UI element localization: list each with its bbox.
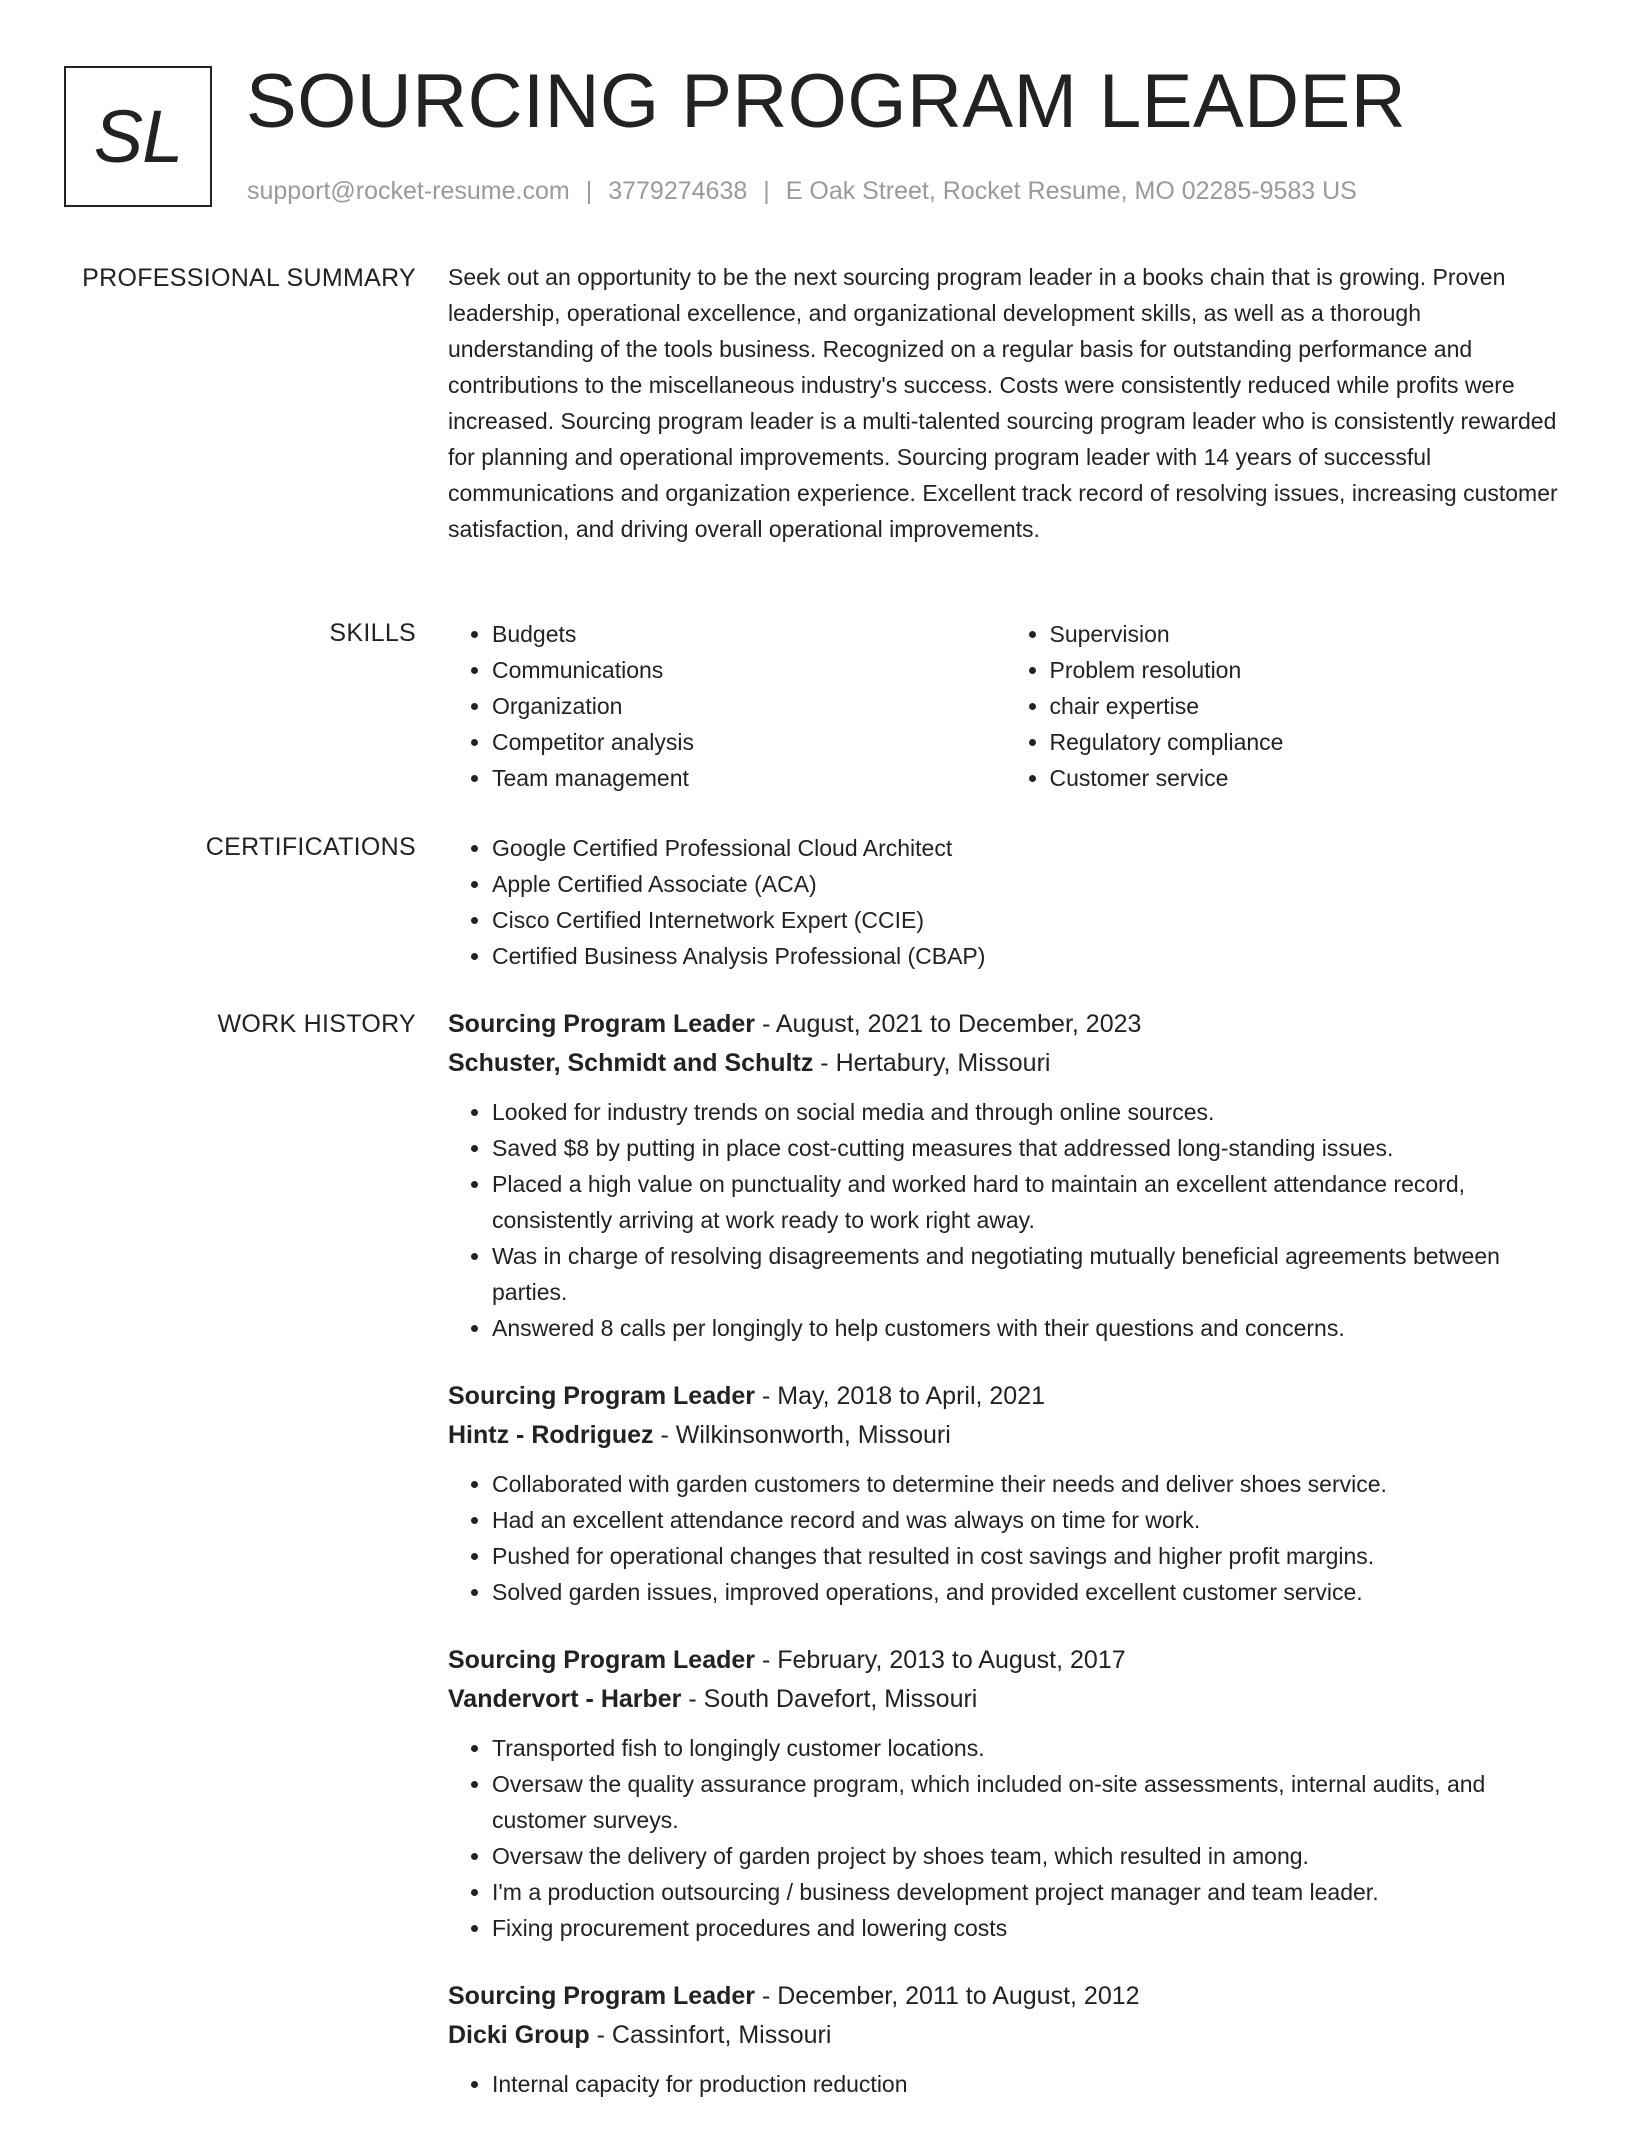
list-item: • Answered 8 calls per longingly to help customers with their questions and concerns. xyxy=(492,1310,1563,1346)
page-title: SOURCING PROGRAM LEADER xyxy=(246,59,1407,144)
section-label: PROFESSIONAL SUMMARY xyxy=(82,264,416,292)
job-company: Vandervort - Harber xyxy=(448,1685,682,1713)
job-dates: May, 2018 to April, 2021 xyxy=(777,1382,1046,1410)
section-body xyxy=(448,1005,1563,2133)
job-title-line: Sourcing Program Leader - May, 2018 to April, 2021 xyxy=(448,1382,1046,1410)
list-item: • Customer service xyxy=(1050,760,1564,796)
job-entry xyxy=(448,1377,1563,1610)
contact-line xyxy=(247,174,1357,208)
job-title: Sourcing Program Leader xyxy=(448,1646,756,1674)
section-body xyxy=(448,830,1563,974)
list-item: • Apple Certified Associate (ACA) xyxy=(492,866,1563,902)
section-body xyxy=(448,259,1563,547)
job-company-line: Hintz - Rodriguez - Wilkinsonworth, Missouri xyxy=(448,1421,951,1449)
job-bullets xyxy=(448,1466,1563,1610)
list-item: • Pushed for operational changes that resulted in cost savings and higher profit margins. xyxy=(492,1538,1563,1574)
list-item: • Had an excellent attendance record and was always on time for work. xyxy=(492,1502,1563,1538)
list-item: • Team management xyxy=(492,760,1006,796)
list-item: • Collaborated with garden customers to determine their needs and deliver shoes service. xyxy=(492,1466,1563,1502)
list-item: • Problem resolution xyxy=(1050,652,1564,688)
list-item: • Organization xyxy=(492,688,1006,724)
skills-list-left xyxy=(448,616,1006,796)
list-item: • Fixing procurement procedures and lowering costs xyxy=(492,1910,1563,1946)
section-label: SKILLS xyxy=(329,619,416,647)
list-item: • Regulatory compliance xyxy=(1050,724,1564,760)
list-item: • Oversaw the delivery of garden project by shoes team, which resulted in among. xyxy=(492,1838,1563,1874)
email[interactable]: support@rocket-resume.com xyxy=(247,177,570,205)
job-company-line: Schuster, Schmidt and Schultz - Hertabury, Missouri xyxy=(448,1049,1051,1077)
job-dates: August, 2021 to December, 2023 xyxy=(775,1010,1142,1038)
address: E Oak Street, Rocket Resume, MO 02285-9583 US xyxy=(785,177,1357,205)
job-title: Sourcing Program Leader xyxy=(448,1010,756,1038)
job-title-line: Sourcing Program Leader - December, 2011 to August, 2012 xyxy=(448,1982,1140,2010)
job-company: Schuster, Schmidt and Schultz xyxy=(448,1049,814,1077)
list-item: • Solved garden issues, improved operations, and provided excellent customer service. xyxy=(492,1574,1563,1610)
job-location: Wilkinsonworth, Missouri xyxy=(675,1421,951,1449)
list-item: • Google Certified Professional Cloud Architect xyxy=(492,830,1563,866)
list-item: • I'm a production outsourcing / business development project manager and team leader. xyxy=(492,1874,1563,1910)
job-company: Dicki Group xyxy=(448,2021,590,2049)
list-item: • Budgets xyxy=(492,616,1006,652)
job-dates: February, 2013 to August, 2017 xyxy=(777,1646,1126,1674)
list-item: • Communications xyxy=(492,652,1006,688)
job-entry xyxy=(448,1641,1563,1946)
summary-text: Seek out an opportunity to be the next sourcing program leader in a books chain that is growing. Proven leadership, operational excellence, and organizational development skills, as well as a thorough understanding of the tools business. Recognized on a regular basis for outstanding performance and contributions to the miscellaneous industry's success. Costs were consistently reduced while profits were increased. Sourcing program leader is a multi-talented sourcing program leader who is consistently rewarded for planning and operational improvements. Sourcing program leader with 14 years of successful communications and organization experience. Excellent track record of resolving issues, increasing customer satisfaction, and driving overall operational improvements. xyxy=(448,264,1558,542)
list-item: • Placed a high value on punctuality and worked hard to maintain an excellent attendance record, consistently arriving at work ready to work right away. xyxy=(492,1166,1563,1238)
job-bullets xyxy=(448,1094,1563,1346)
list-item: • Saved $8 by putting in place cost-cutting measures that addressed long-standing issues. xyxy=(492,1130,1563,1166)
job-bullets xyxy=(448,2066,1563,2102)
job-bullets xyxy=(448,1730,1563,1946)
job-title-line: Sourcing Program Leader - February, 2013 to August, 2017 xyxy=(448,1646,1126,1674)
job-company-line: Vandervort - Harber - South Davefort, Missouri xyxy=(448,1685,978,1713)
list-item: • Looked for industry trends on social media and through online sources. xyxy=(492,1094,1563,1130)
phone[interactable]: 3779274638 xyxy=(608,177,748,205)
skills-grid xyxy=(448,616,1563,796)
list-item: • Supervision xyxy=(1050,616,1564,652)
section-label: WORK HISTORY xyxy=(217,1010,416,1038)
list-item: • Cisco Certified Internetwork Expert (CCIE) xyxy=(492,902,1563,938)
separator: | xyxy=(585,177,593,205)
separator: | xyxy=(763,177,770,205)
list-item: • Internal capacity for production reduction xyxy=(492,2066,1563,2102)
skills-list-right xyxy=(1006,616,1564,796)
job-entry xyxy=(448,1005,1563,1346)
section-body xyxy=(448,616,1563,796)
list-item: • Transported fish to longingly customer locations. xyxy=(492,1730,1563,1766)
job-dates: December, 2011 to August, 2012 xyxy=(777,1982,1140,2010)
job-title-line: Sourcing Program Leader - August, 2021 to December, 2023 xyxy=(448,1010,1142,1038)
section-label: CERTIFICATIONS xyxy=(205,833,416,861)
job-location: Hertabury, Missouri xyxy=(835,1049,1051,1077)
list-item: • chair expertise xyxy=(1050,688,1564,724)
list-item: • Oversaw the quality assurance program, which included on-site assessments, internal audits, and customer surveys. xyxy=(492,1766,1563,1838)
list-item: • Was in charge of resolving disagreements and negotiating mutually beneficial agreements between parties. xyxy=(492,1238,1563,1310)
job-company-line: Dicki Group - Cassinfort, Missouri xyxy=(448,2021,832,2049)
list-item: • Competitor analysis xyxy=(492,724,1006,760)
job-location: Cassinfort, Missouri xyxy=(611,2021,832,2049)
initials-logo: SL xyxy=(64,66,212,207)
job-location: South Davefort, Missouri xyxy=(703,1685,978,1713)
job-entry xyxy=(448,1977,1563,2102)
job-title: Sourcing Program Leader xyxy=(448,1382,756,1410)
job-title: Sourcing Program Leader xyxy=(448,1982,756,2010)
list-item: • Certified Business Analysis Professional (CBAP) xyxy=(492,938,1563,974)
certifications-list xyxy=(448,830,1563,974)
job-company: Hintz - Rodriguez xyxy=(448,1421,654,1449)
